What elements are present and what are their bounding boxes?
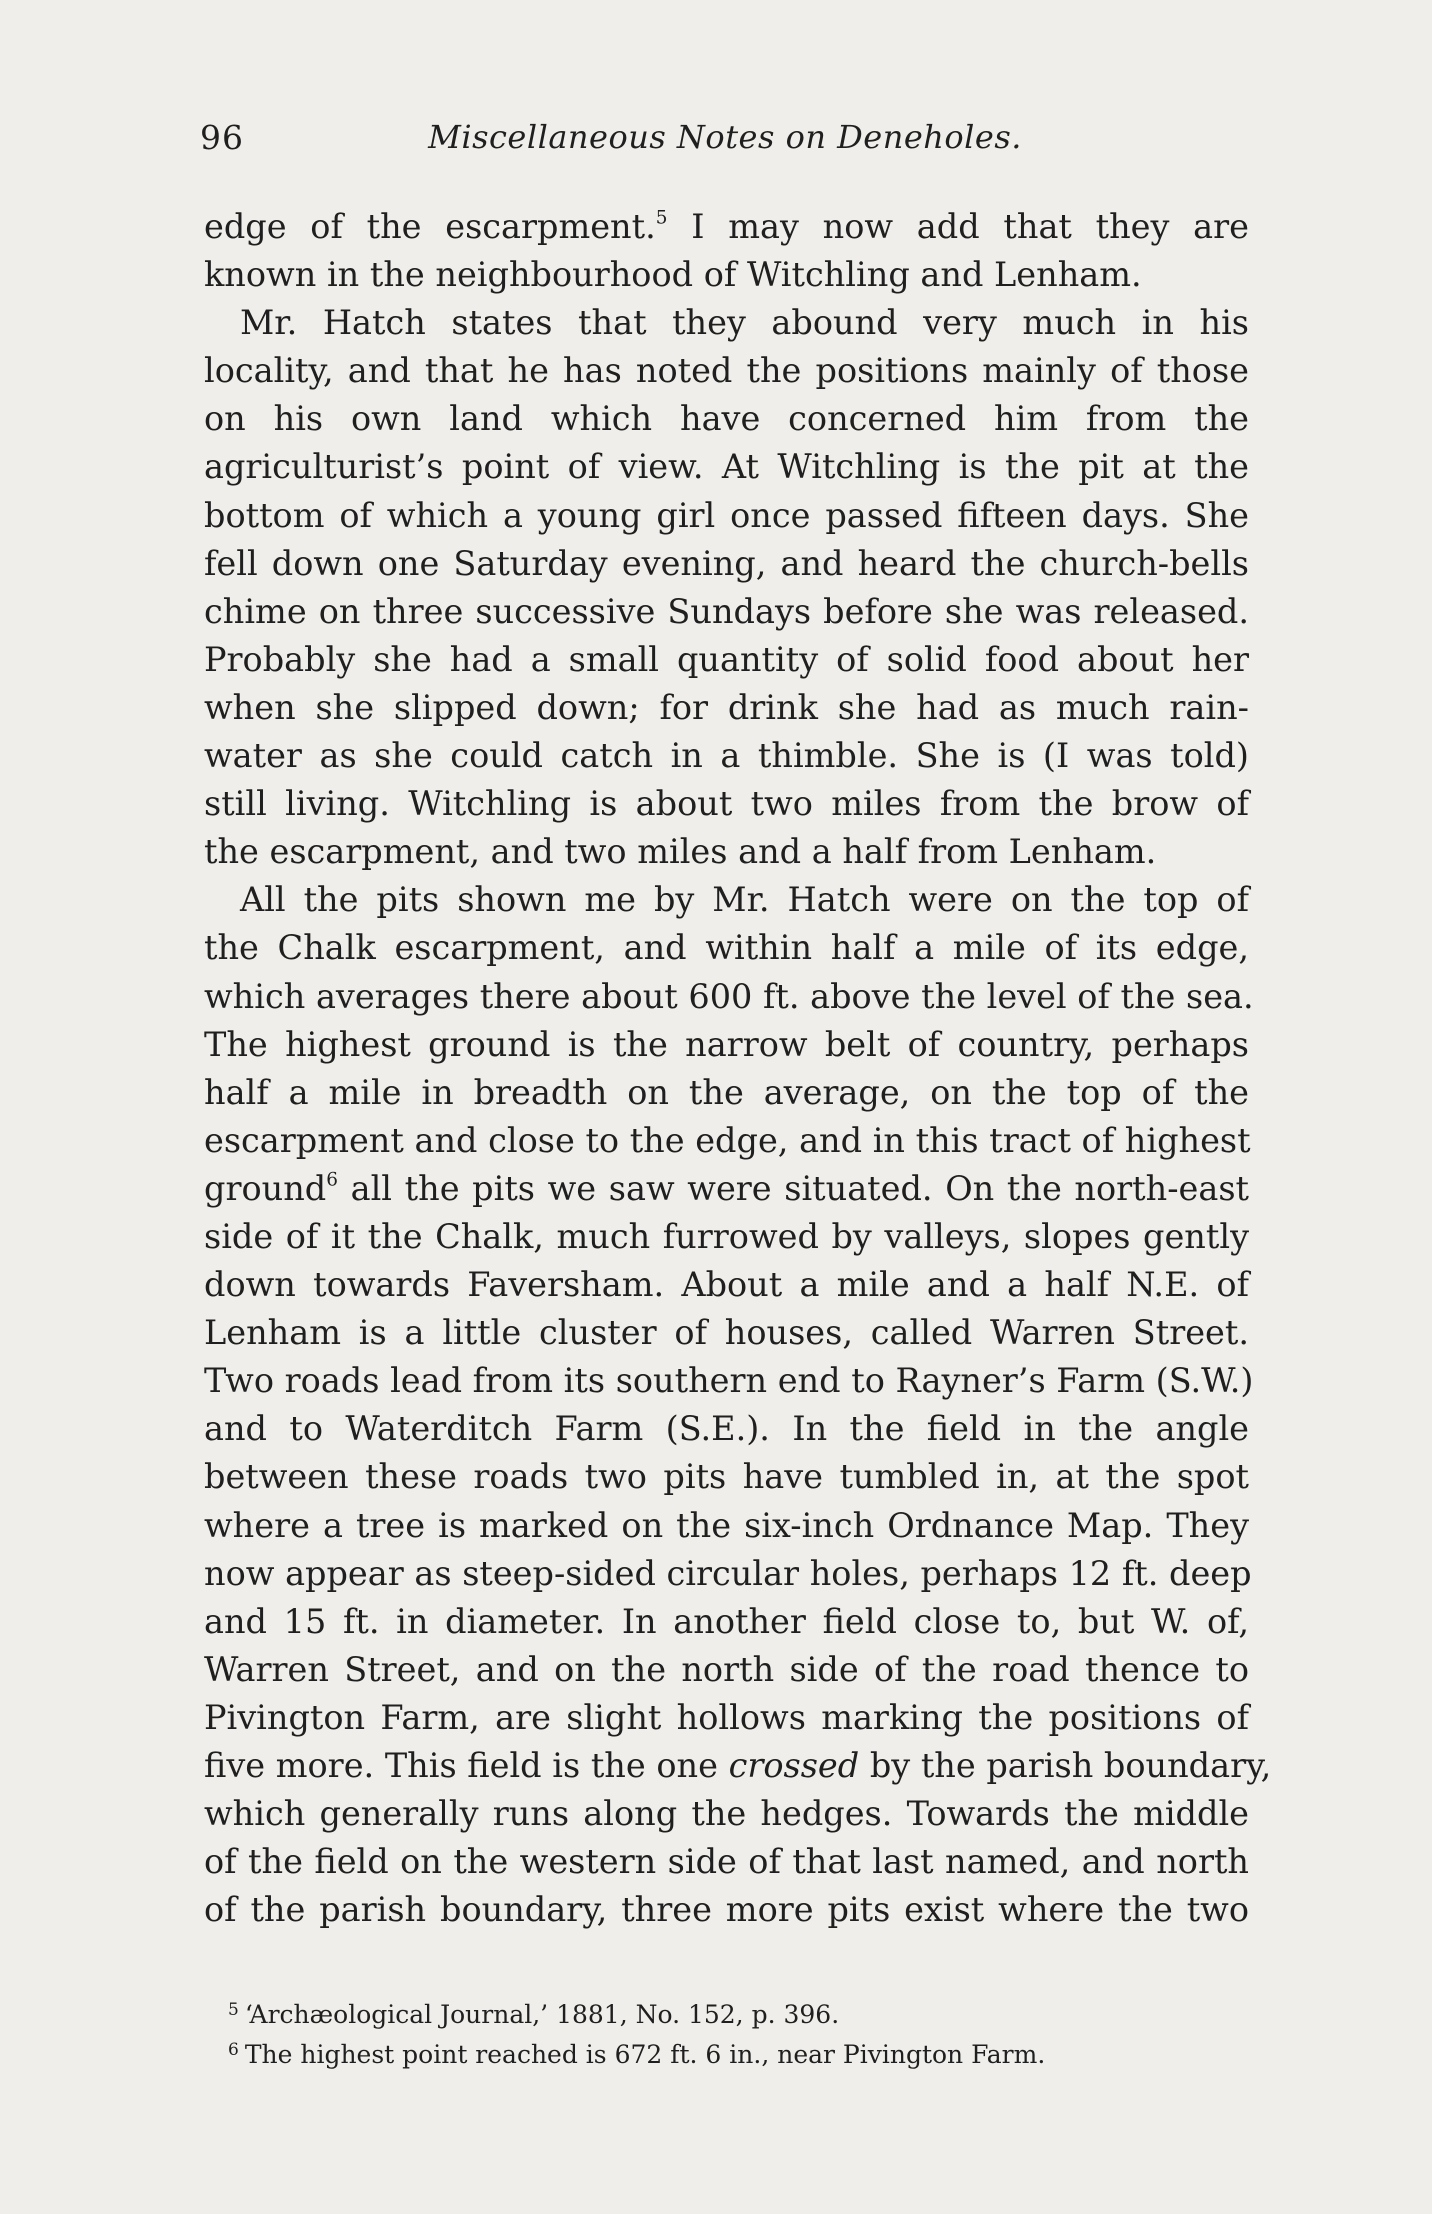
running-title: Miscellaneous Notes on Deneholes.: [428, 118, 1022, 156]
text-line: of the field on the western side of that last named, and north: [204, 1842, 1249, 1882]
footnote-5: [228, 1990, 1248, 2030]
text-line: when she slipped down; for drink she had as much rain-: [204, 687, 1249, 727]
footnote-text: ‘Archæological Journal,’ 1881, No. 152, p. 396.: [244, 2000, 840, 2029]
footnote-6: [228, 2030, 1248, 2070]
text-line: agriculturist’s point of view. At Witchling is the pit at the: [204, 447, 1249, 487]
body-text: [204, 203, 1272, 1934]
text-line: locality, and that he has noted the positions mainly of those: [204, 351, 1249, 391]
text-line: between these roads two pits have tumbled in, at the spot: [204, 1457, 1249, 1497]
text-line: side of it the Chalk, much furrowed by valleys, slopes gently: [204, 1216, 1249, 1256]
text-line: half a mile in breadth on the average, on the top of the: [204, 1072, 1249, 1112]
text-line: which averages there about 600 ft. above the level of the sea.: [204, 976, 1254, 1016]
text-line: bottom of which a young girl once passed fifteen days. She: [204, 495, 1249, 535]
text-line: and 15 ft. in diameter. In another field close to, but W. of,: [204, 1601, 1249, 1641]
footnotes: [228, 1990, 1248, 2070]
text-line: chime on three successive Sundays before she was released.: [204, 591, 1249, 631]
text-line: Two roads lead from its southern end to Rayner’s Farm (S.W.): [204, 1361, 1254, 1401]
text-line: the Chalk escarpment, and within half a mile of its edge,: [204, 928, 1249, 968]
text-line: escarpment and close to the edge, and in this tract of highest: [204, 1120, 1251, 1160]
text-line: All the pits shown me by Mr. Hatch were on the top of: [240, 880, 1249, 920]
text-line: edge of the escarpment.$^5$ I may now add that they are: [204, 207, 1249, 246]
text-line: water as she could catch in a thimble. She is (I was told): [204, 736, 1249, 776]
text-line: Warren Street, and on the north side of the road thence to: [204, 1649, 1249, 1689]
footnote-mark: 6: [228, 2040, 239, 2060]
footnote-reference: 5: [655, 207, 668, 229]
text-line: on his own land which have concerned him from the: [204, 399, 1249, 439]
text-line: Pivington Farm, are slight hollows marking the positions of: [204, 1697, 1249, 1737]
text-line: down towards Faversham. About a mile and a half N.E. of: [204, 1265, 1249, 1305]
text-line: now appear as steep-sided circular holes, perhaps 12 ft. deep: [204, 1553, 1252, 1593]
text-line: fell down one Saturday evening, and heard the church-bells: [204, 543, 1249, 583]
footnote-text: The highest point reached is 672 ft. 6 in., near Pivington Farm.: [244, 2040, 1046, 2069]
text-line: which generally runs along the hedges. Towards the middle: [204, 1794, 1249, 1834]
text-line: The highest ground is the narrow belt of country, perhaps: [204, 1024, 1249, 1064]
page-header: [200, 118, 1250, 178]
text-line: ground$^6$ all the pits we saw were situated. On the north-east: [204, 1168, 1249, 1208]
page-number: 96: [200, 118, 244, 157]
text-line: still living. Witchling is about two miles from the brow of: [204, 784, 1249, 824]
text-line: Lenham is a little cluster of houses, called Warren Street.: [204, 1313, 1249, 1353]
text-line: Mr. Hatch states that they abound very much in his: [240, 303, 1249, 343]
text-line: Probably she had a small quantity of solid food about her: [204, 639, 1249, 679]
text-line: and to Waterditch Farm (S.E.). In the field in the angle: [204, 1409, 1249, 1449]
footnote-reference: 6: [326, 1169, 338, 1191]
text-line: the escarpment, and two miles and a half from Lenham.: [204, 832, 1157, 872]
text-line: known in the neighbourhood of Witchling and Lenham.: [204, 255, 1142, 295]
text-line: of the parish boundary, three more pits exist where the two: [204, 1890, 1249, 1930]
text-line: where a tree is marked on the six-inch Ordnance Map. They: [204, 1505, 1249, 1545]
italic-word: crossed: [728, 1746, 860, 1785]
footnote-mark: 5: [228, 2000, 239, 2020]
text-line: five more. This field is the one crossed by the parish boundary,: [204, 1746, 1272, 1785]
